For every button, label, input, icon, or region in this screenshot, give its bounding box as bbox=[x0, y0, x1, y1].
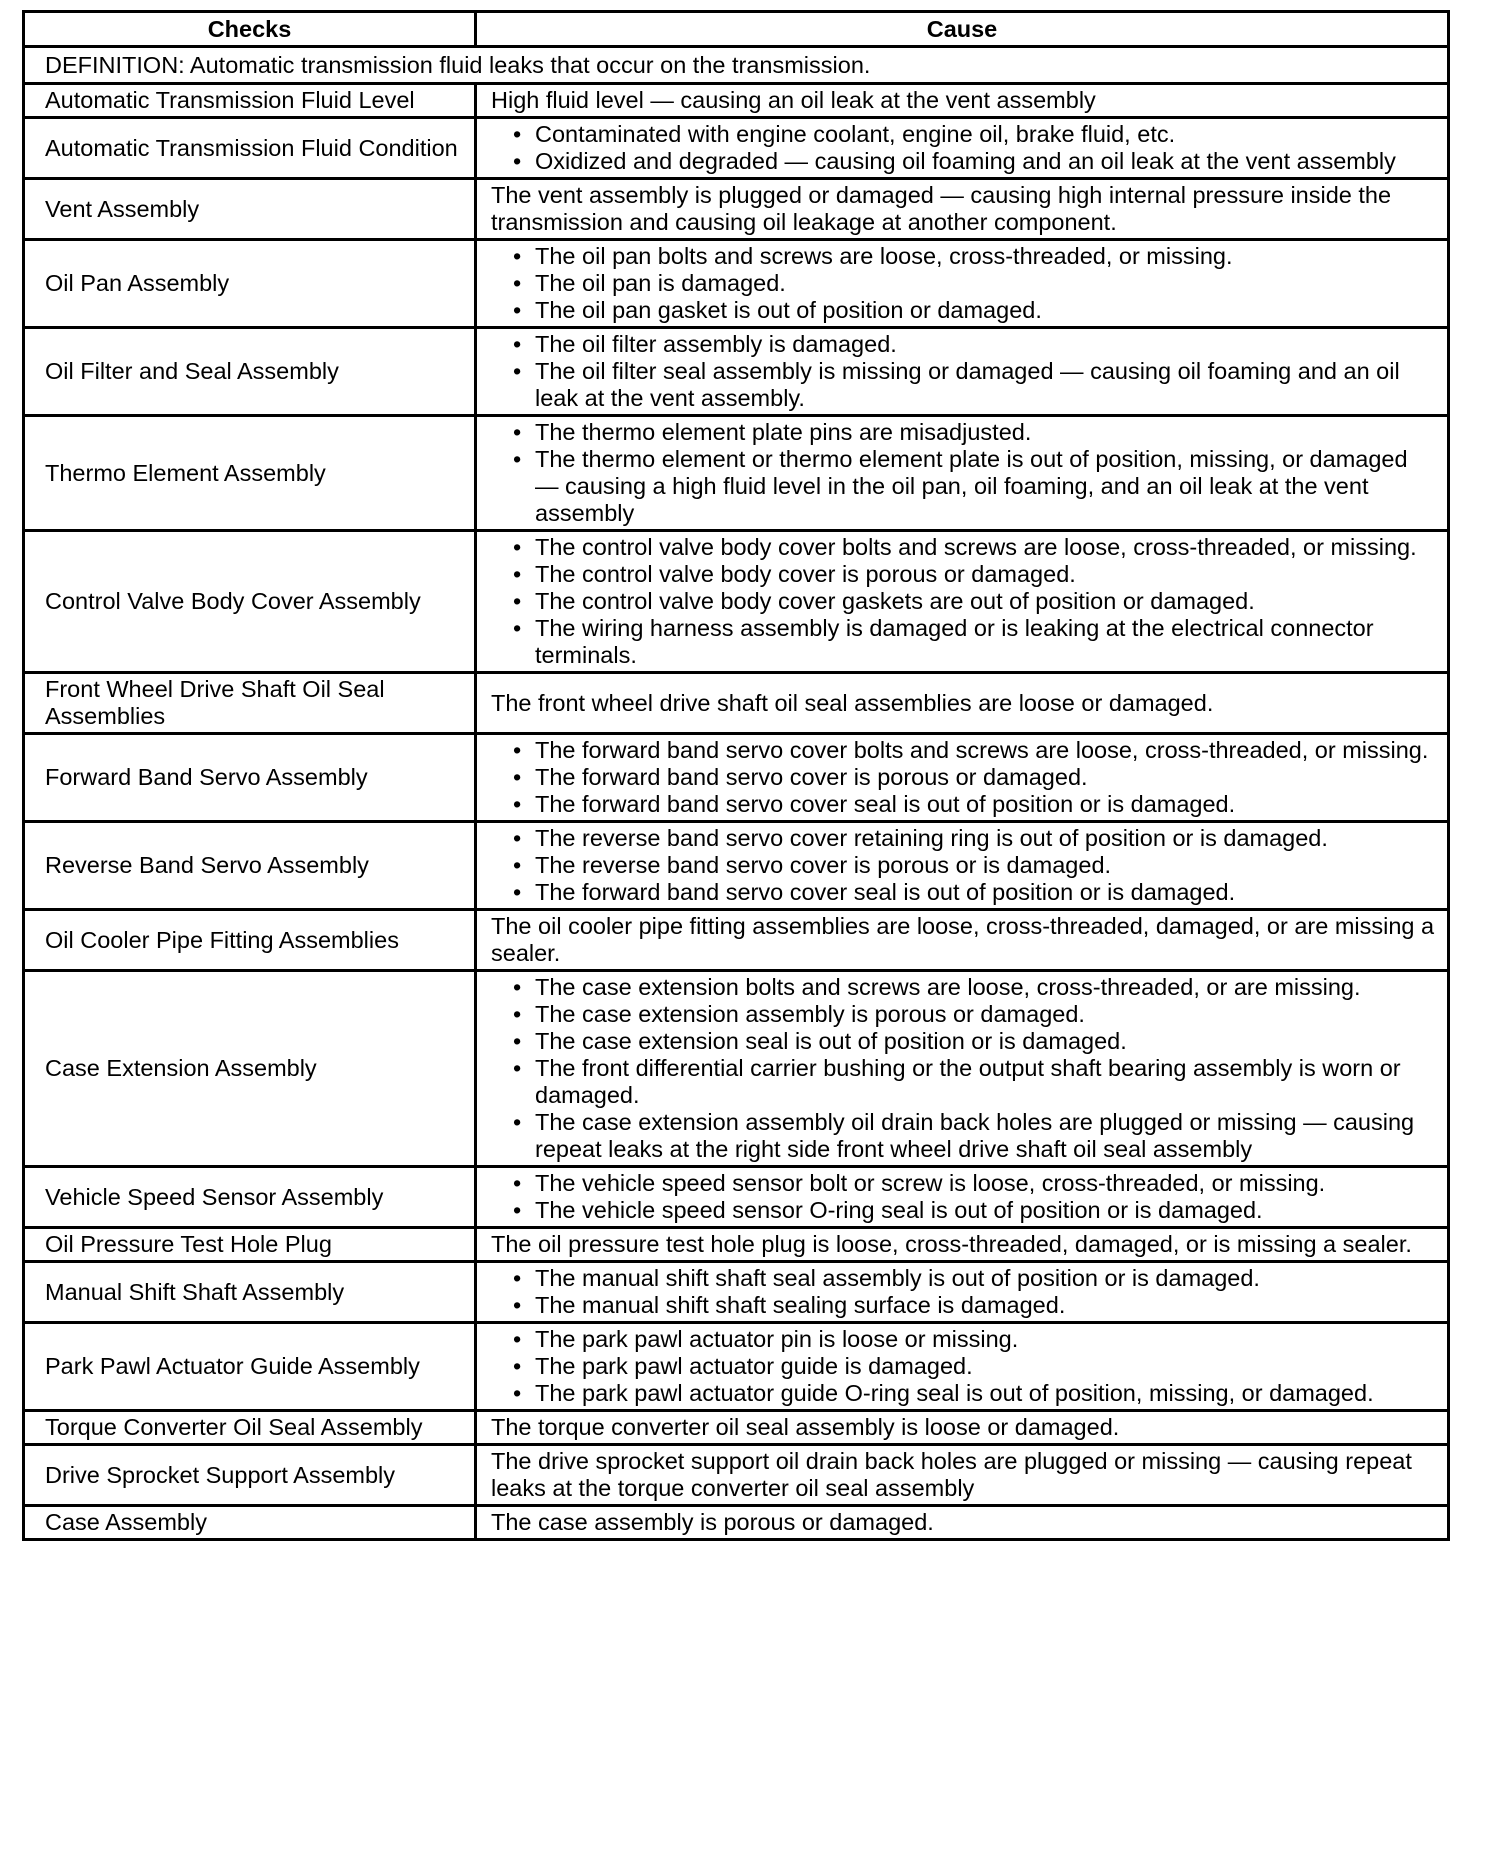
cause-cell bbox=[476, 971, 1449, 1167]
cause-item: • The oil pan gasket is out of position or damaged. bbox=[513, 297, 1435, 324]
cause-item: • The case extension assembly oil drain back holes are plugged or missing — causing repeat leaks at the right side front wheel drive shaft oil seal assembly bbox=[513, 1109, 1435, 1163]
cause-item: • The park pawl actuator pin is loose or missing. bbox=[513, 1326, 1435, 1353]
cause-cell bbox=[476, 822, 1449, 910]
cause-list bbox=[491, 737, 1435, 818]
definition-row bbox=[24, 47, 1449, 84]
cause-list bbox=[491, 825, 1435, 906]
table-row bbox=[24, 673, 1449, 734]
check-cell: Oil Pressure Test Hole Plug bbox=[24, 1228, 476, 1262]
cause-cell bbox=[476, 328, 1449, 416]
cause-cell bbox=[476, 531, 1449, 673]
cause-list bbox=[491, 974, 1435, 1163]
cause-item: • The control valve body cover bolts and screws are loose, cross-threaded, or missing. bbox=[513, 534, 1435, 561]
cause-item: • The forward band servo cover seal is out of position or is damaged. bbox=[513, 879, 1435, 906]
check-cell: Vent Assembly bbox=[24, 179, 476, 240]
cause-list bbox=[491, 419, 1435, 527]
cause-item: • Contaminated with engine coolant, engine oil, brake fluid, etc. bbox=[513, 121, 1435, 148]
table-row bbox=[24, 910, 1449, 971]
table-row bbox=[24, 179, 1449, 240]
table-row bbox=[24, 822, 1449, 910]
cause-header: Cause bbox=[476, 12, 1449, 47]
table-row bbox=[24, 328, 1449, 416]
cause-item: • Oxidized and degraded — causing oil foaming and an oil leak at the vent assembly bbox=[513, 148, 1435, 175]
cause-item: • The thermo element plate pins are misadjusted. bbox=[513, 419, 1435, 446]
cause-item: • The park pawl actuator guide is damaged. bbox=[513, 1353, 1435, 1380]
cause-list bbox=[491, 1326, 1435, 1407]
check-cell: Automatic Transmission Fluid Level bbox=[24, 84, 476, 118]
cause-cell: The vent assembly is plugged or damaged — causing high internal pressure inside the transmission and causing oil leakage at another component. bbox=[476, 179, 1449, 240]
check-cell: Park Pawl Actuator Guide Assembly bbox=[24, 1323, 476, 1411]
cause-cell bbox=[476, 240, 1449, 328]
definition-text: DEFINITION: Automatic transmission fluid leaks that occur on the transmission. bbox=[24, 47, 1449, 84]
check-cell: Forward Band Servo Assembly bbox=[24, 734, 476, 822]
check-cell: Control Valve Body Cover Assembly bbox=[24, 531, 476, 673]
check-cell: Vehicle Speed Sensor Assembly bbox=[24, 1167, 476, 1228]
cause-item: • The park pawl actuator guide O-ring seal is out of position, missing, or damaged. bbox=[513, 1380, 1435, 1407]
cause-cell bbox=[476, 416, 1449, 531]
cause-item: • The manual shift shaft seal assembly is out of position or is damaged. bbox=[513, 1265, 1435, 1292]
check-cell: Thermo Element Assembly bbox=[24, 416, 476, 531]
cause-list bbox=[491, 121, 1435, 175]
cause-cell bbox=[476, 1167, 1449, 1228]
table-row bbox=[24, 118, 1449, 179]
cause-cell: The drive sprocket support oil drain back holes are plugged or missing — causing repeat leaks at the torque converter oil seal assembly bbox=[476, 1445, 1449, 1506]
table-row bbox=[24, 1167, 1449, 1228]
cause-cell bbox=[476, 118, 1449, 179]
checks-header: Checks bbox=[24, 12, 476, 47]
check-cell: Case Extension Assembly bbox=[24, 971, 476, 1167]
cause-list bbox=[491, 1265, 1435, 1319]
table-row bbox=[24, 1445, 1449, 1506]
cause-item: • The control valve body cover gaskets are out of position or damaged. bbox=[513, 588, 1435, 615]
check-cell: Case Assembly bbox=[24, 1506, 476, 1540]
check-cell: Torque Converter Oil Seal Assembly bbox=[24, 1411, 476, 1445]
cause-item: • The front differential carrier bushing or the output shaft bearing assembly is worn or damaged. bbox=[513, 1055, 1435, 1109]
cause-item: • The oil filter assembly is damaged. bbox=[513, 331, 1435, 358]
cause-item: • The case extension seal is out of position or is damaged. bbox=[513, 1028, 1435, 1055]
cause-item: • The thermo element or thermo element plate is out of position, missing, or damaged — causing a high fluid level in the oil pan, oil foaming, and an oil leak at the vent assembly bbox=[513, 446, 1435, 527]
cause-cell bbox=[476, 1323, 1449, 1411]
table-row bbox=[24, 240, 1449, 328]
cause-item: • The vehicle speed sensor bolt or screw is loose, cross-threaded, or missing. bbox=[513, 1170, 1435, 1197]
table-row bbox=[24, 531, 1449, 673]
cause-cell bbox=[476, 1262, 1449, 1323]
table-row bbox=[24, 1506, 1449, 1540]
table-row bbox=[24, 1262, 1449, 1323]
cause-cell: High fluid level — causing an oil leak at the vent assembly bbox=[476, 84, 1449, 118]
check-cell: Front Wheel Drive Shaft Oil Seal Assemblies bbox=[24, 673, 476, 734]
check-cell: Oil Filter and Seal Assembly bbox=[24, 328, 476, 416]
table-row bbox=[24, 84, 1449, 118]
cause-item: • The forward band servo cover seal is out of position or is damaged. bbox=[513, 791, 1435, 818]
cause-list bbox=[491, 331, 1435, 412]
cause-item: • The manual shift shaft sealing surface is damaged. bbox=[513, 1292, 1435, 1319]
cause-item: • The wiring harness assembly is damaged or is leaking at the electrical connector terminals. bbox=[513, 615, 1435, 669]
cause-cell: The front wheel drive shaft oil seal assemblies are loose or damaged. bbox=[476, 673, 1449, 734]
table-row bbox=[24, 734, 1449, 822]
cause-cell: The oil cooler pipe fitting assemblies are loose, cross-threaded, damaged, or are missing a sealer. bbox=[476, 910, 1449, 971]
check-cell: Drive Sprocket Support Assembly bbox=[24, 1445, 476, 1506]
table-row bbox=[24, 1228, 1449, 1262]
cause-cell bbox=[476, 734, 1449, 822]
check-cell: Reverse Band Servo Assembly bbox=[24, 822, 476, 910]
cause-item: • The oil pan is damaged. bbox=[513, 270, 1435, 297]
table-row bbox=[24, 1411, 1449, 1445]
cause-item: • The forward band servo cover is porous or damaged. bbox=[513, 764, 1435, 791]
cause-item: • The case extension assembly is porous or damaged. bbox=[513, 1001, 1435, 1028]
cause-item: • The reverse band servo cover retaining ring is out of position or is damaged. bbox=[513, 825, 1435, 852]
cause-item: • The control valve body cover is porous or damaged. bbox=[513, 561, 1435, 588]
check-cell: Automatic Transmission Fluid Condition bbox=[24, 118, 476, 179]
check-cell: Oil Cooler Pipe Fitting Assemblies bbox=[24, 910, 476, 971]
cause-item: • The vehicle speed sensor O-ring seal is out of position or is damaged. bbox=[513, 1197, 1435, 1224]
cause-cell: The oil pressure test hole plug is loose, cross-threaded, damaged, or is missing a sealer. bbox=[476, 1228, 1449, 1262]
check-cell: Oil Pan Assembly bbox=[24, 240, 476, 328]
table-row bbox=[24, 1323, 1449, 1411]
cause-item: • The oil pan bolts and screws are loose, cross-threaded, or missing. bbox=[513, 243, 1435, 270]
cause-item: • The case extension bolts and screws are loose, cross-threaded, or are missing. bbox=[513, 974, 1435, 1001]
cause-list bbox=[491, 243, 1435, 324]
cause-list bbox=[491, 534, 1435, 669]
cause-item: • The reverse band servo cover is porous or is damaged. bbox=[513, 852, 1435, 879]
cause-cell: The torque converter oil seal assembly is loose or damaged. bbox=[476, 1411, 1449, 1445]
cause-item: • The forward band servo cover bolts and screws are loose, cross-threaded, or missing. bbox=[513, 737, 1435, 764]
check-cell: Manual Shift Shaft Assembly bbox=[24, 1262, 476, 1323]
cause-list bbox=[491, 1170, 1435, 1224]
table-row bbox=[24, 971, 1449, 1167]
header-row bbox=[24, 12, 1449, 47]
cause-item: • The oil filter seal assembly is missing or damaged — causing oil foaming and an oil leak at the vent assembly. bbox=[513, 358, 1435, 412]
table-row bbox=[24, 416, 1449, 531]
cause-cell: The case assembly is porous or damaged. bbox=[476, 1506, 1449, 1540]
diagnostic-table bbox=[22, 10, 1450, 1541]
